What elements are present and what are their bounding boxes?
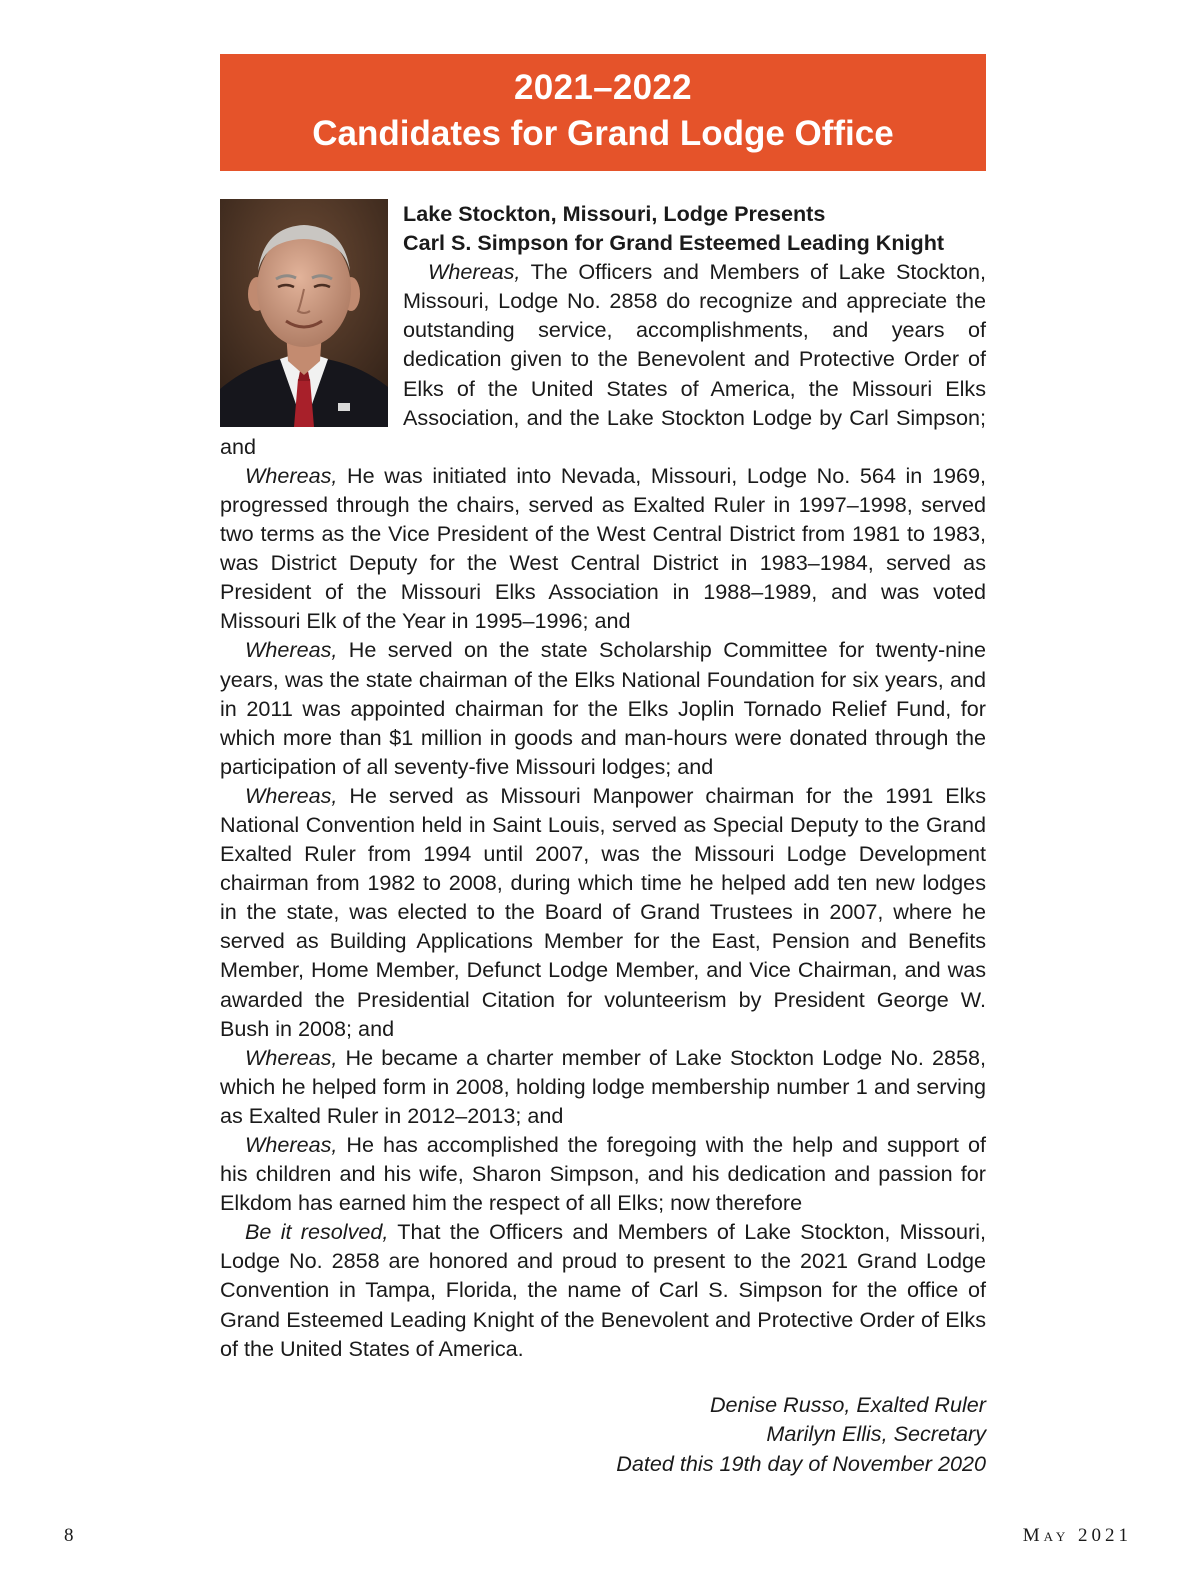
banner-years: 2021–2022 <box>514 68 692 107</box>
paragraph-lead: Whereas, <box>245 1044 338 1070</box>
signature-date: Dated this 19th day of November 2020 <box>616 1450 986 1476</box>
paragraph <box>220 1043 986 1130</box>
signature-exalted-ruler: Denise Russo, Exalted Ruler <box>709 1392 986 1417</box>
paragraph-text: The Officers and Members of Lake Stockton, Missouri, Lodge No. 2858 do recognize and appreciate the outstanding service, accomplishments, and years of dedication given to the Benevolent and Protective Order of Elks of the United States of America, the Missouri Elks Association, and the Lake Stockton Lodge by Carl Simpson; and <box>220 259 986 459</box>
paragraph-lead: Whereas, <box>428 259 521 285</box>
banner-title: Candidates for Grand Lodge Office <box>312 114 894 153</box>
paragraph-text: He has accomplished the foregoing with the help and support of his children and his wife, Sharon Simpson, and his dedication and passion for Elkdom has earned him the respect of all Elks; now therefore <box>220 1132 986 1216</box>
paragraph-text: He served on the state Scholarship Committee for twenty-nine years, was the state chairman of the Elks National Foundation for six years, and in 2011 was appointed chairman for the Elks Joplin Tornado Relief Fund, for which more than $1 million in goods and man-hours were donated through the participation of all seventy-five Missouri lodges; and <box>220 637 986 779</box>
paragraph <box>220 781 986 1043</box>
paragraph <box>220 1130 986 1217</box>
signature-block <box>616 1390 986 1478</box>
page-banner <box>220 54 986 171</box>
paragraph-lead: Whereas, <box>245 782 338 808</box>
article-heading-line1: Lake Stockton, Missouri, Lodge Presents <box>403 201 826 226</box>
paragraph-lead: Whereas, <box>245 637 338 663</box>
portrait-illustration <box>220 199 388 427</box>
paragraph-text: He served as Missouri Manpower chairman for the 1991 Elks National Convention held in Saint Louis, served as Special Deputy to the Grand Exalted Ruler from 1994 until 2007, was the Missouri Lodge Development chairman from 1982 to 2008, during which time he helped add ten new lodges in the state, was elected to the Board of Grand Trustees in 2007, where he served as Building Applications Member for the East, Pension and Benefits Member, Home Member, Defunct Lodge Member, and Vice Chairman, and was awarded the Presidential Citation for volunteerism by President George W. Bush in 2008; and <box>220 782 986 1041</box>
paragraph <box>220 461 986 636</box>
paragraph <box>220 635 986 780</box>
paragraph-lead: Whereas, <box>245 462 338 488</box>
candidate-article <box>220 199 986 1363</box>
paragraph-text: He was initiated into Nevada, Missouri, Lodge No. 564 in 1969, progressed through the chairs, served as Exalted Ruler in 1997–1998, served two terms as the Vice President of the West Central District from 1981 to 1983, was District Deputy for the West Central District in 1983–1984, served as President of the Missouri Elks Association in 1988–1989, and was voted Missouri Elk of the Year in 1995–1996; and <box>220 462 986 634</box>
article-heading-line2: Carl S. Simpson for Grand Esteemed Leading Knight <box>403 230 945 256</box>
candidate-photo <box>220 199 388 427</box>
paragraph-text: That the Officers and Members of Lake Stockton, Missouri, Lodge No. 2858 are honored and proud to present to the 2021 Grand Lodge Convention in Tampa, Florida, the name of Carl S. Simpson for the office of Grand Esteemed Leading Knight of the Benevolent and Protective Order of Elks of the United States of America. <box>220 1219 986 1361</box>
paragraph <box>220 1217 986 1362</box>
issue-date <box>1023 1525 1132 1547</box>
signature-secretary: Marilyn Ellis, Secretary <box>766 1421 986 1447</box>
issue-date-text: May 2021 <box>1022 1525 1132 1546</box>
page-number: 8 <box>64 1525 74 1546</box>
paragraph-lead: Be it resolved, <box>245 1219 389 1245</box>
paragraph-text: He became a charter member of Lake Stockton Lodge No. 2858, which he helped form in 2008, holding lodge membership number 1 and serving as Exalted Ruler in 2012–2013; and <box>220 1044 986 1128</box>
paragraph-lead: Whereas, <box>245 1132 338 1157</box>
